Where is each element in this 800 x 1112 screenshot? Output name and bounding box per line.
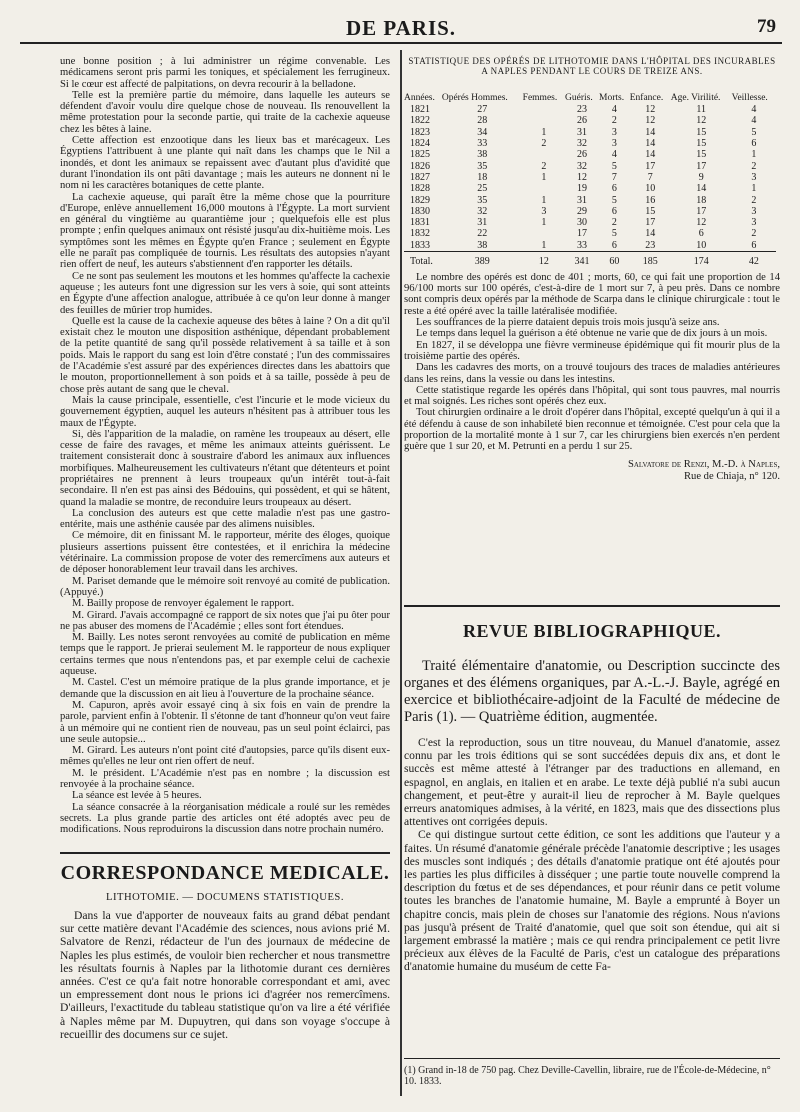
table-cell: 19	[577, 183, 588, 195]
paragraph: M. Bailly. Les notes seront renvoyées au comité de publication en même temps que le rapport. Je prierai seulement M. le rapporteur de nous expliquer certains termes que nous n'entendons pas, et par exemple celui de cachexie aqueuse.	[60, 632, 390, 678]
section-title: REVUE BIBLIOGRAPHIQUE.	[462, 621, 722, 641]
paragraph: M. Girard. Les auteurs n'ont point cité d'autopsies, parce qu'ils disent eux-mêmes qu'elles ne leur ont rien offert de neuf.	[60, 745, 390, 768]
table-cell: 1	[541, 126, 547, 138]
paragraph: Le nombre des opérés est donc de 401 ; morts, 60, ce qui fait une proportion de 14 96/100 morts sur 100 opérés, c'est-à-dire de 1 mort sur 7, à peu près. Dans ce nombre sont compris deux opérés par la méthode de Scarpa dans le clinique chirurgicale : tout le reste a été opéré avec la taille latéralisée modifiée.	[404, 271, 780, 317]
table-cell: 2	[541, 160, 547, 172]
table-cell: 174	[671, 251, 732, 269]
table-cell: 1	[751, 149, 757, 161]
table-cell: 31	[477, 217, 488, 229]
paragraph: En 1827, il se développa une fièvre vermineuse épidémique qui fit mourir plus de la troisième partie des opérés.	[404, 339, 780, 362]
table-cell: 1	[751, 183, 757, 195]
table-body	[404, 104, 776, 269]
table-cell: 3	[751, 217, 757, 229]
table-cell: 1824	[410, 138, 430, 150]
table-cell: 1829	[410, 194, 430, 206]
table-cell	[523, 183, 565, 194]
table-cell: 5	[751, 126, 757, 138]
table-cell: 38	[477, 149, 488, 161]
table-cell: 27	[477, 104, 488, 116]
table-row	[404, 194, 776, 205]
table-row	[404, 240, 776, 252]
column-divider	[400, 50, 402, 1096]
table-cell: 14	[645, 138, 656, 150]
table-cell: 15	[645, 205, 656, 217]
table-cell: 1825	[410, 149, 430, 161]
table-row	[404, 228, 776, 239]
table-cell: 341	[565, 251, 599, 269]
table-cell: 35	[477, 160, 488, 172]
table-cell: 18	[696, 194, 707, 206]
paragraph: M. Bailly propose de renvoyer également le rapport.	[72, 598, 295, 610]
table-cell: 2	[751, 194, 757, 206]
table-cell: 1822	[410, 115, 430, 127]
table-cell: 10	[645, 183, 656, 195]
table-cell	[523, 115, 565, 126]
paragraph: M. Pariset demande que le mémoire soit renvoyé au comité de publication. (Appuyé.)	[60, 575, 390, 598]
table-cell: 2	[611, 115, 617, 127]
table-cell: 15	[696, 149, 707, 161]
table-cell: 25	[477, 183, 488, 195]
table-cell: 14	[645, 228, 656, 240]
right-column-text	[404, 56, 780, 483]
table-cell: 1833	[410, 239, 430, 251]
table-cell: 1823	[410, 126, 430, 138]
paragraph: Dans la vue d'apporter de nouveaux faits au grand débat pendant sur cette matière devant l'Académie des sciences, nous avions prié M. Salvatore de Renzi, rédacteur de l'un des journaux de médecine de Naples les plus estimés, de vouloir bien rechercher et nous transmettre les résultats fournis à Naples par la lithotomie durant ces dernières années. C'est ce qu'a fait notre honorable correspondant et ami, avec un empressement dont nous le prions ici d'agréer nos remercîmens. D'ailleurs, l'exactitude du tableau statistique qu'on va lire a été vérifiée à Naples même par M. Dupuytren, qui dans son voyage s'occupe à recueillir des documens sur ce sujet.	[60, 909, 390, 1041]
paragraph: M. le président. L'Académie n'est pas en nombre ; la discussion est renvoyée à la prochaine séance.	[60, 767, 390, 790]
table-cell: 7	[611, 171, 617, 183]
section-rule	[60, 852, 390, 854]
paragraph: Le temps dans lequel la guérison a été obtenue ne varie que de dix jours à un mois.	[416, 328, 768, 340]
paragraph: Ce mémoire, dit en finissant M. le rapporteur, mérite des éloges, quoique plusieurs assertions puissent être contestées, et il enrichira la médecine vétérinaire. La commission propose de voter des remercîmens aux auteurs et de déposer honorablement leur travail dans les archives.	[60, 530, 390, 576]
table-cell: 35	[477, 194, 488, 206]
column-header: Guéris.	[565, 93, 593, 103]
table-row	[404, 127, 776, 138]
table-cell: 3	[611, 126, 617, 138]
table-cell: 33	[577, 239, 588, 251]
paragraph: Telle est la première partie du mémoire, dans laquelle les auteurs se défendent d'avoir voulu dire quelque chose de nouveau. Ils renouvellent la même protestation pour la seconde partie, qui traite de la cachexie aqueuse chez les bêtes à laine.	[60, 89, 390, 135]
paragraph: M. Girard. J'avais accompagné ce rapport de six notes que j'ai pu ôter pour ne pas abuser des momens de l'Académie ; elles sont fort étendues.	[60, 609, 390, 632]
table-cell: 5	[611, 228, 617, 240]
table-cell: 1830	[410, 205, 430, 217]
table-cell: 5	[611, 160, 617, 172]
table-cell: 32	[477, 205, 488, 217]
table-cell: 17	[696, 205, 707, 217]
book-title-block	[404, 658, 780, 726]
table-cell: 7	[647, 171, 653, 183]
paragraph: La séance consacrée à la réorganisation médicale a roulé sur les remèdes secrets. La plus grande partie des articles ont été adoptés avec peu de modifications. Nous reproduirons la discussion dans notre prochain numéro.	[60, 801, 390, 836]
table-cell: 17	[645, 217, 656, 229]
table-cell: 1826	[410, 160, 430, 172]
paragraph: La conclusion des auteurs est que cette maladie n'est pas une gastro-entérite, mais une asthénie causée par des alimens nuisibles.	[60, 507, 390, 531]
table-cell: 23	[645, 239, 656, 251]
table-cell: 9	[698, 171, 704, 183]
table-row	[404, 206, 776, 217]
column-header: Age. Virilité.	[670, 93, 721, 103]
table-cell: 18	[477, 171, 488, 183]
table-cell: 1828	[410, 183, 430, 195]
table-cell: 17	[645, 160, 656, 172]
table-title: STATISTIQUE DES OPÉRÉS DE LITHOTOMIE DANS L'HÔPITAL DES INCURABLES A NAPLES PENDANT LE COURS DE TREIZE ANS.	[408, 56, 776, 76]
column-header: Femmes.	[522, 93, 558, 103]
table-cell	[523, 228, 565, 239]
table-cell: 1	[541, 217, 547, 229]
section-subtitle: LITHOTOMIE. — DOCUMENS STATISTIQUES.	[106, 892, 344, 903]
table-cell: 26	[577, 115, 588, 127]
table-cell: 6	[611, 205, 617, 217]
table-cell: 23	[577, 104, 588, 116]
paragraph: La cachexie aqueuse, qui paraît être la même chose que la pourriture d'Europe, enlève annuellement 16,000 moutons à l'Égypte. La mort survient en général du vingtième au quarantième jour ; quelquefois elle est plus prompte ; enfin quelques animaux ont résisté jusqu'au dix-huitième mois. Les symptômes sont les mêmes en Égypte qu'en France ; seulement en Égypte elle ne paraît pas compliquée de tournis. Les résultats des autopsies n'ayant rien offert de neuf, les auteurs s'abstiennent d'en rapporter les détails.	[60, 191, 390, 271]
table-cell: 1827	[410, 171, 430, 183]
page-number: 79	[757, 16, 776, 37]
table-cell: 22	[477, 228, 488, 240]
review-text	[404, 736, 780, 974]
table-cell: 1	[541, 194, 547, 206]
table-cell: 34	[477, 126, 488, 138]
table-cell: 11	[696, 104, 707, 116]
table-cell: 60	[599, 251, 630, 269]
table-cell: 12	[577, 171, 588, 183]
table-cell: 3	[541, 205, 547, 217]
column-header: Opérés Hommes.	[441, 93, 508, 103]
table-cell: 2	[751, 160, 757, 172]
paragraph: Ce qui distingue surtout cette édition, ce sont les additions que l'auteur y a faites. Un résumé d'anatomie générale précède l'anatomie descriptive ; les usages des muscles sont indiqués ; des détails d'anatomie pratique ont été ajoutés pour les parties les plus difficiles à disséquer ; une partie toute nouvelle comprend la description du fœtus et de ses dépendances, et pour réunir dans ce petit volume toutes les branches de l'anatomie humaine, M. Bayle a emprunté à Boyer un chapitre concis, mais plein de choses sur l'anatomie des régions. Nous n'avions pas jusqu'à présent de Traité d'anatomie, quel que soit son étendue, qui ait si largement embrassé la matière ; mais ce qui rendra principalement ce petit livre précieux aux élèves de la Faculté de Paris, c'est un catalogue des préparations d'anatomie humaine du muséum de cette Fa-	[404, 828, 780, 974]
table-cell: 1821	[410, 104, 430, 116]
paragraph: Si, dès l'apparition de la maladie, on ramène les troupeaux au désert, elle cesse de faire des ravages, et même les animaux atteints guérissent. Le traitement consisterait donc à soustraire d'abord les animaux aux influences morbifiques. Malheureusement les cultivateurs n'étant que détenteurs et point propriétaires ne prennent à leurs troupeaux qu'un intérêt tout-à-fait secondaire. Il n'en est pas ainsi des Bédouins, qui possèdent, et qui se hâtent, quand la maladie se montre, de reconduire leurs troupeaux au désert.	[60, 428, 390, 508]
table-cell: 4	[611, 104, 617, 116]
table-cell: 4	[751, 104, 757, 116]
signature-block	[404, 459, 780, 483]
table-cell: 6	[611, 239, 617, 251]
table-row	[404, 183, 776, 194]
table-cell: 17	[696, 160, 707, 172]
table-cell: 4	[611, 149, 617, 161]
table-cell: 3	[751, 171, 757, 183]
table-cell: 4	[751, 115, 757, 127]
column-header: Morts.	[599, 93, 625, 103]
table-cell: 1831	[410, 217, 430, 229]
table-cell: 3	[611, 138, 617, 150]
signature: Salvatore de Renzi, M.-D. à Naples,	[627, 458, 780, 470]
table-cell: Total.	[404, 251, 442, 269]
table-cell: 6	[611, 183, 617, 195]
table-cell: 6	[751, 138, 757, 150]
table-cell: 14	[696, 183, 707, 195]
paragraph: une bonne position ; à lui administrer un régime convenable. Les médicamens seront pris parmi les toniques, et spécialement les ferrugineux. Si le cœur est affecté de palpitations, on devra recourir à la belladone.	[60, 56, 390, 90]
paragraph: La séance est levée à 5 heures.	[72, 790, 202, 802]
table-cell: 30	[577, 217, 588, 229]
column-header: Enfance.	[629, 93, 664, 103]
table-cell	[523, 149, 565, 160]
table-cell: 1	[541, 239, 547, 251]
paragraph: Mais la cause principale, essentielle, c'est l'incurie et le mode vicieux du gouvernement égyptien, auquel les auteurs n'hésitent pas à attribuer tous les maux de l'Égypte.	[60, 394, 390, 429]
column-header: Années.	[404, 93, 435, 103]
table-row	[404, 138, 776, 149]
table-cell: 12	[696, 115, 707, 127]
table-cell: 28	[477, 115, 488, 127]
correspondance-section	[60, 852, 390, 1041]
paragraph: Ce ne sont pas seulement les moutons et les hommes qu'affecte la cachexie aqueuse ; les auteurs font une digression sur les vers à soie, qui sont atteints en Égypte d'une affection analogue, attribuée à ce qu'on leur donne à manger des feuilles de mûrier trop humides.	[60, 270, 390, 316]
paragraph: Cette affection est enzootique dans les lieux bas et marécageux. Les Égyptiens l'attribuent à une plante qui naît dans les champs que le Nil a inondés, et dont les animaux se repaissent avec d'autant plus d'avidité que durant l'inondation ils ont pâti davantage ; mais les auteurs ne donnent ni le nom ni les caractères botaniques de cette plante.	[60, 135, 390, 192]
table-cell: 16	[645, 194, 656, 206]
table-cell: 29	[577, 205, 588, 217]
left-column-text	[60, 56, 390, 835]
table-row	[404, 217, 776, 228]
signature-address: Rue de Chiaja, n° 120.	[683, 470, 780, 482]
paragraph: Tout chirurgien ordinaire a le droit d'opérer dans l'hôpital, excepté quelqu'un à qui il a été défendu à cause de son inhabileté bien reconnue et témoignée. C'est pour cela que la proportion de la mortalité monte à 1 sur 7, car les chirurgiens bien exercés n'en perdent guère que 1 sur 20, et M. Petrunti en a perdu 1 sur 25.	[404, 407, 780, 453]
table-cell: 12	[645, 104, 656, 116]
table-cell: 17	[577, 228, 588, 240]
paragraph: M. Castel. C'est un mémoire pratique de la plus grande importance, et je demande que la discussion en ait lieu à l'ouverture de la prochaine séance.	[60, 677, 390, 700]
table-cell: 32	[577, 138, 588, 150]
table-row	[404, 160, 776, 171]
table-cell: 12	[645, 115, 656, 127]
statistics-table	[404, 78, 776, 269]
table-cell: 389	[442, 251, 523, 269]
table-cell	[523, 104, 565, 115]
table-cell: 26	[577, 149, 588, 161]
table-header-row	[404, 78, 776, 104]
section-title: CORRESPONDANCE MEDICALE.	[60, 862, 390, 884]
table-cell: 1832	[410, 228, 430, 240]
paragraph: C'est la reproduction, sous un titre nouveau, du Manuel d'anatomie, assez connu par les trois éditions qui se sont succédées depuis dix ans, et dont le succès est même attesté à l'étranger par des traductions en allemand, en espagnol, en anglais, en italien et en arabe. Le texte déjà publié n'a subi aucun changement, et peut-être y aurait-il lieu de reprocher à M. Bayle quelques erreurs anatomiques admises, à la vérité, en 1823, mais que des dissections plus attentives ont corrigées depuis.	[404, 736, 780, 829]
table-cell: 6	[698, 228, 704, 240]
paragraph: M. Capuron, après avoir essayé cinq à six fois en vain de prendre la parole, parvient enfin à l'obtenir. Il s'étonne de tant d'honneur qu'on veut faire à un mémoire qui ne contient rien de nouveau, pas un seul point éclairci, pas une seule autopsie...	[60, 699, 390, 745]
paragraph: Cette statistique regarde les opérés dans l'hôpital, qui sont tous pauvres, mal nourris et mal soignés. Les riches sont opérés chez eux.	[404, 384, 780, 408]
running-title: DE PARIS.	[345, 16, 457, 40]
table-cell: 2	[611, 217, 617, 229]
table-cell: 12	[696, 217, 707, 229]
table-cell: 14	[645, 126, 656, 138]
table-cell: 14	[645, 149, 656, 161]
table-row	[404, 149, 776, 160]
table-cell: 31	[577, 194, 588, 206]
paragraph: Dans les cadavres des morts, on a trouvé toujours des traces de maladies antérieures dans les reins, dans la vessie ou dans les intestins.	[404, 362, 780, 385]
paragraph: Les souffrances de la pierre dataient depuis trois mois jusqu'à seize ans.	[416, 317, 720, 329]
table-cell: 38	[477, 239, 488, 251]
table-row	[404, 172, 776, 183]
table-cell: 12	[523, 251, 565, 269]
table-cell: 5	[611, 194, 617, 206]
table-row	[404, 104, 776, 115]
table-cell: 2	[541, 138, 547, 150]
table-cell: 10	[696, 239, 707, 251]
table-cell: 42	[732, 251, 776, 269]
table-cell: 185	[630, 251, 671, 269]
revue-section	[404, 605, 780, 974]
table-row	[404, 115, 776, 126]
table-cell: 33	[477, 138, 488, 150]
book-title: Traité élémentaire d'anatomie, ou Description succincte des organes et des élémens organiques, par A.-L.-J. Bayle, agrégé en exercice et bibliothécaire-adjoint de la Faculté de médecine de Paris (1). — Quatrième édition, augmentée.	[404, 658, 780, 725]
table-cell: 15	[696, 138, 707, 150]
paragraph: Quelle est la cause de la cachexie aqueuse des bêtes à laine ? On a dit qu'il existait chez le mouton une disposition asthénique, dépendant probablement de la petite quantité de sang qu'il possède relativement à sa taille et à son poids. Mais le rapport du sang est loin d'être constaté ; l'un des commissaires de l'Académie s'est assuré par des expériences directes dans les abattoirs que le mouton, proportionnellement à son poids et à sa taille, possède à peu de chose près autant de sang que le cheval.	[60, 315, 390, 395]
column-header: Veillesse.	[731, 93, 768, 103]
section-rule	[404, 605, 780, 607]
page-header	[20, 16, 782, 44]
table-cell: 1	[541, 171, 547, 183]
table-cell: 6	[751, 239, 757, 251]
footnote: (1) Grand in-18 de 750 pag. Chez Deville-Cavellin, libraire, rue de l'École-de-Médecine, n° 10. 1833.	[404, 1058, 780, 1088]
table-cell: 32	[577, 160, 588, 172]
table-cell: 3	[751, 205, 757, 217]
table-total-row	[404, 251, 776, 269]
table-cell: 15	[696, 126, 707, 138]
statistics-notes	[404, 272, 780, 453]
correspondance-text	[60, 909, 390, 1041]
table-cell: 2	[751, 228, 757, 240]
table-cell: 31	[577, 126, 588, 138]
